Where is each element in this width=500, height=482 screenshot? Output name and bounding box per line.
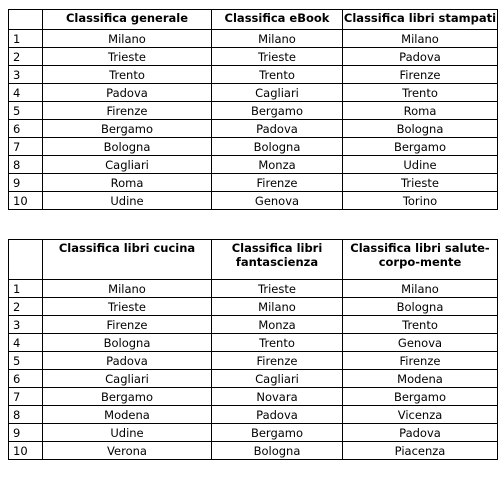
- city-cell: Firenze: [343, 352, 498, 370]
- city-cell: Udine: [343, 156, 498, 174]
- header-cell-rank: [9, 240, 43, 280]
- table-row: [9, 424, 498, 442]
- table-row: [9, 192, 498, 210]
- city-cell: Genova: [343, 334, 498, 352]
- city-cell: Bergamo: [343, 138, 498, 156]
- rank-cell: 5: [9, 352, 43, 370]
- table-row: [9, 370, 498, 388]
- city-cell: Bologna: [343, 298, 498, 316]
- city-cell: Piacenza: [343, 442, 498, 460]
- rank-cell: 10: [9, 192, 43, 210]
- city-cell: Trieste: [212, 280, 343, 298]
- city-cell: Monza: [212, 156, 343, 174]
- header-cell-general: Classifica generale: [43, 10, 212, 30]
- city-cell: Bergamo: [43, 120, 212, 138]
- header-cell-cooking: Classifica libri cucina: [43, 240, 212, 280]
- city-cell: Cagliari: [212, 84, 343, 102]
- city-cell: Udine: [43, 424, 212, 442]
- rank-cell: 9: [9, 424, 43, 442]
- city-cell: Milano: [43, 280, 212, 298]
- city-cell: Firenze: [43, 102, 212, 120]
- city-cell: Monza: [212, 316, 343, 334]
- rank-cell: 4: [9, 334, 43, 352]
- city-cell: Trento: [212, 66, 343, 84]
- rank-cell: 5: [9, 102, 43, 120]
- city-cell: Padova: [212, 406, 343, 424]
- table-row: [9, 138, 498, 156]
- city-cell: Firenze: [343, 66, 498, 84]
- city-cell: Bologna: [212, 138, 343, 156]
- header-cell-sci-fi: Classifica libri fantascienza: [212, 240, 343, 280]
- rank-cell: 8: [9, 156, 43, 174]
- table-row: [9, 30, 498, 48]
- city-cell: Cagliari: [212, 370, 343, 388]
- city-cell: Firenze: [43, 316, 212, 334]
- city-cell: Trieste: [343, 174, 498, 192]
- rank-cell: 1: [9, 280, 43, 298]
- city-cell: Milano: [43, 30, 212, 48]
- city-cell: Roma: [343, 102, 498, 120]
- city-cell: Vicenza: [343, 406, 498, 424]
- city-cell: Trieste: [43, 48, 212, 66]
- rank-cell: 10: [9, 442, 43, 460]
- header-cell-printed: Classifica libri stampati: [343, 10, 498, 30]
- city-cell: Padova: [343, 48, 498, 66]
- header-cell-health: Classifica libri salute-corpo-mente: [343, 240, 498, 280]
- table-row: [9, 280, 498, 298]
- table-row: [9, 388, 498, 406]
- table-row: [9, 334, 498, 352]
- city-cell: Bologna: [43, 138, 212, 156]
- city-cell: Trento: [343, 316, 498, 334]
- city-cell: Trento: [212, 334, 343, 352]
- city-cell: Bergamo: [212, 424, 343, 442]
- ranking-table-2: [8, 239, 498, 460]
- rank-cell: 4: [9, 84, 43, 102]
- rank-cell: 6: [9, 120, 43, 138]
- table-row: [9, 316, 498, 334]
- rank-cell: 6: [9, 370, 43, 388]
- city-cell: Bologna: [212, 442, 343, 460]
- city-cell: Milano: [212, 30, 343, 48]
- city-cell: Modena: [43, 406, 212, 424]
- city-cell: Trieste: [43, 298, 212, 316]
- city-cell: Genova: [212, 192, 343, 210]
- header-cell-ebook: Classifica eBook: [212, 10, 343, 30]
- city-cell: Roma: [43, 174, 212, 192]
- city-cell: Firenze: [212, 352, 343, 370]
- city-cell: Milano: [343, 280, 498, 298]
- city-cell: Firenze: [212, 174, 343, 192]
- city-cell: Novara: [212, 388, 343, 406]
- city-cell: Verona: [43, 442, 212, 460]
- table-row: [9, 120, 498, 138]
- table-row: [9, 48, 498, 66]
- city-cell: Bergamo: [212, 102, 343, 120]
- city-cell: Modena: [343, 370, 498, 388]
- rank-cell: 7: [9, 138, 43, 156]
- city-cell: Bologna: [43, 334, 212, 352]
- city-cell: Trieste: [212, 48, 343, 66]
- table-row: [9, 442, 498, 460]
- city-cell: Bergamo: [343, 388, 498, 406]
- table-row: [9, 406, 498, 424]
- rank-cell: 2: [9, 298, 43, 316]
- city-cell: Cagliari: [43, 370, 212, 388]
- table-row: [9, 66, 498, 84]
- city-cell: Torino: [343, 192, 498, 210]
- city-cell: Udine: [43, 192, 212, 210]
- city-cell: Bergamo: [43, 388, 212, 406]
- table-row: [9, 156, 498, 174]
- rank-cell: 9: [9, 174, 43, 192]
- ranking-table-1: [8, 9, 498, 210]
- city-cell: Milano: [343, 30, 498, 48]
- table-row: [9, 84, 498, 102]
- city-cell: Cagliari: [43, 156, 212, 174]
- rank-cell: 3: [9, 316, 43, 334]
- rank-cell: 1: [9, 30, 43, 48]
- city-cell: Trento: [43, 66, 212, 84]
- city-cell: Padova: [343, 424, 498, 442]
- table-row: [9, 174, 498, 192]
- rank-cell: 8: [9, 406, 43, 424]
- table-row: [9, 352, 498, 370]
- city-cell: Padova: [212, 120, 343, 138]
- table-header-row: [9, 240, 498, 280]
- city-cell: Trento: [343, 84, 498, 102]
- rank-cell: 3: [9, 66, 43, 84]
- rank-cell: 7: [9, 388, 43, 406]
- city-cell: Padova: [43, 352, 212, 370]
- table-header-row: [9, 10, 498, 30]
- table-row: [9, 102, 498, 120]
- rank-cell: 2: [9, 48, 43, 66]
- header-cell-rank: [9, 10, 43, 30]
- table-row: [9, 298, 498, 316]
- city-cell: Padova: [43, 84, 212, 102]
- city-cell: Bologna: [343, 120, 498, 138]
- city-cell: Milano: [212, 298, 343, 316]
